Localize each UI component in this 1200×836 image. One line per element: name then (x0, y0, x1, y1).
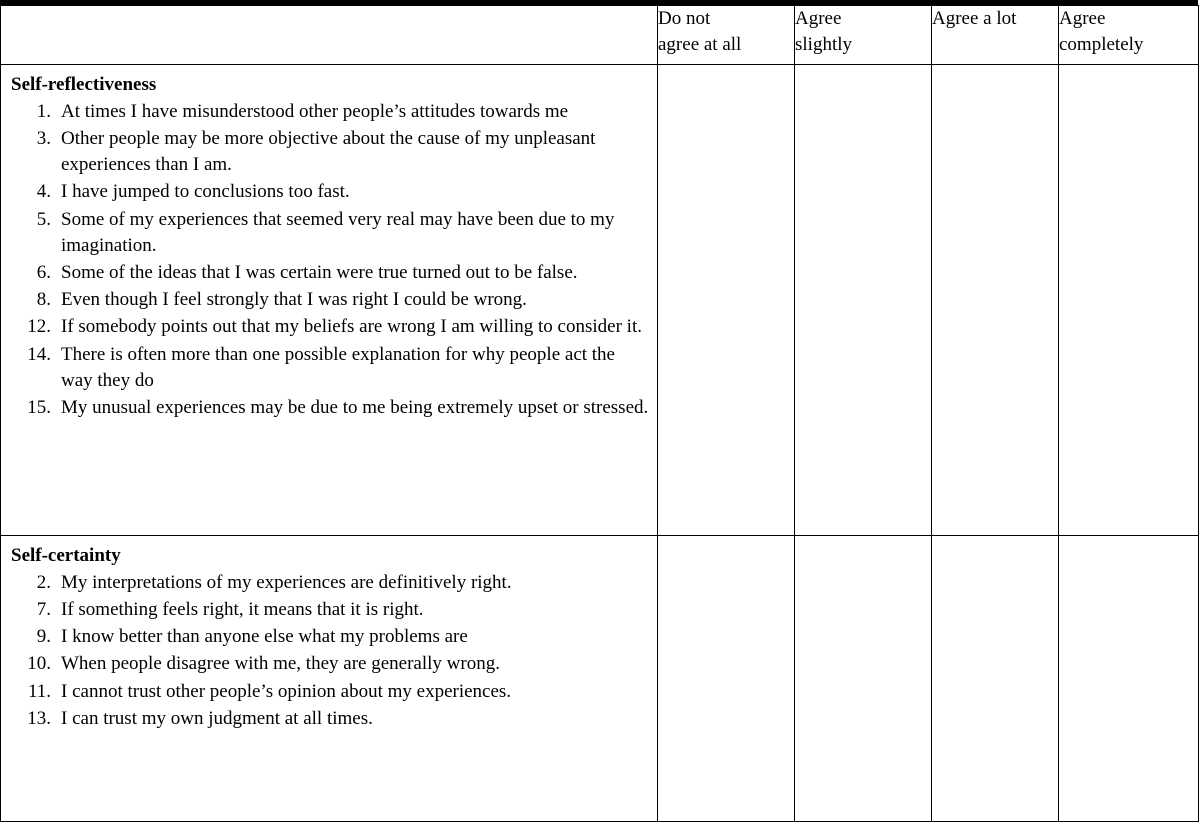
item-number: 8. (36, 289, 51, 311)
item-number: 10. (27, 653, 51, 675)
item-text: If somebody points out that my beliefs are wrong I am willing to consider it. (61, 316, 642, 338)
header-cell-do-not-agree-at-all (658, 6, 795, 65)
list-item (9, 570, 649, 596)
item-number: 2. (36, 571, 51, 593)
item-number: 9. (36, 626, 51, 648)
list-item (9, 706, 649, 732)
item-number: 15. (27, 397, 51, 419)
list-item (9, 207, 649, 259)
header-cell-agree-a-lot (932, 6, 1059, 65)
item-number: 7. (36, 598, 51, 620)
list-item (9, 624, 649, 650)
item-number: 14. (27, 343, 51, 365)
section-row-self-certainty (1, 536, 1199, 822)
item-text: If something feels right, it means that it is right. (61, 598, 424, 620)
item-text: When people disagree with me, they are generally wrong. (61, 653, 500, 675)
item-text: At times I have misunderstood other people’s attitudes towards me (61, 100, 569, 122)
item-number: 5. (36, 208, 51, 230)
response-cell-agree-slightly[interactable] (795, 536, 932, 822)
section-self-reflectiveness (1, 65, 657, 436)
item-text: There is often more than one possible explanation for why people act the way they do (61, 343, 615, 391)
section-title: Self-reflectiveness (11, 74, 157, 95)
header-line-2: completely (1059, 33, 1144, 55)
section-row-self-reflectiveness (1, 65, 1199, 536)
item-text: Some of my experiences that seemed very real may have been due to my imagination. (61, 208, 615, 256)
section-items-cell (1, 536, 658, 822)
response-cell-agree-completely[interactable] (1059, 536, 1199, 822)
survey-table (0, 5, 1199, 822)
header-line-2: agree at all (658, 33, 742, 55)
list-item (9, 287, 649, 313)
item-number: 6. (36, 262, 51, 283)
response-cell-agree-a-lot[interactable] (932, 536, 1059, 822)
item-text: Some of the ideas that I was certain were true turned out to be false. (61, 262, 578, 283)
response-cell-agree-completely[interactable] (1059, 65, 1199, 536)
list-item (9, 260, 649, 286)
item-text: I can trust my own judgment at all times. (61, 707, 373, 729)
item-number: 12. (27, 316, 51, 338)
header-cell-agree-slightly (795, 6, 932, 65)
header-line-1: Agree (795, 8, 842, 29)
response-cell-agree-a-lot[interactable] (932, 65, 1059, 536)
item-text: I have jumped to conclusions too fast. (61, 181, 350, 203)
header-cell-items (1, 6, 658, 65)
item-number: 3. (36, 127, 51, 149)
header-cell-agree-completely (1059, 6, 1199, 65)
item-number: 13. (27, 707, 51, 729)
list-item (9, 314, 649, 340)
list-item (9, 342, 649, 394)
section-self-certainty (1, 536, 657, 747)
list-item (9, 395, 649, 421)
response-cell-do-not-agree-at-all[interactable] (658, 65, 795, 536)
list-item (9, 179, 649, 205)
header-line-2: slightly (795, 33, 853, 55)
list-item (9, 99, 649, 125)
header-line-1: Agree a lot (932, 8, 1017, 29)
header-line-1: Do not (658, 8, 711, 29)
table-header-row (1, 6, 1199, 65)
item-list-self-reflectiveness (9, 99, 649, 422)
item-text: I know better than anyone else what my problems are (61, 626, 468, 648)
item-text: Even though I feel strongly that I was right I could be wrong. (61, 289, 527, 311)
list-item (9, 597, 649, 623)
item-text: Other people may be more objective about the cause of my unpleasant experiences than I am. (61, 127, 596, 176)
item-text: I cannot trust other people’s opinion about my experiences. (61, 680, 512, 702)
item-text: My unusual experiences may be due to me being extremely upset or stressed. (61, 397, 649, 419)
header-line-1: Agree (1059, 8, 1106, 29)
response-cell-do-not-agree-at-all[interactable] (658, 536, 795, 822)
item-number: 4. (36, 181, 51, 203)
item-text: My interpretations of my experiences are definitively right. (61, 571, 512, 593)
section-items-cell (1, 65, 658, 536)
list-item (9, 126, 649, 178)
item-number: 1. (36, 100, 51, 122)
response-cell-agree-slightly[interactable] (795, 65, 932, 536)
section-title: Self-certainty (11, 545, 121, 566)
list-item (9, 679, 649, 705)
list-item (9, 651, 649, 677)
item-list-self-certainty (9, 570, 649, 732)
item-number: 11. (27, 680, 51, 702)
